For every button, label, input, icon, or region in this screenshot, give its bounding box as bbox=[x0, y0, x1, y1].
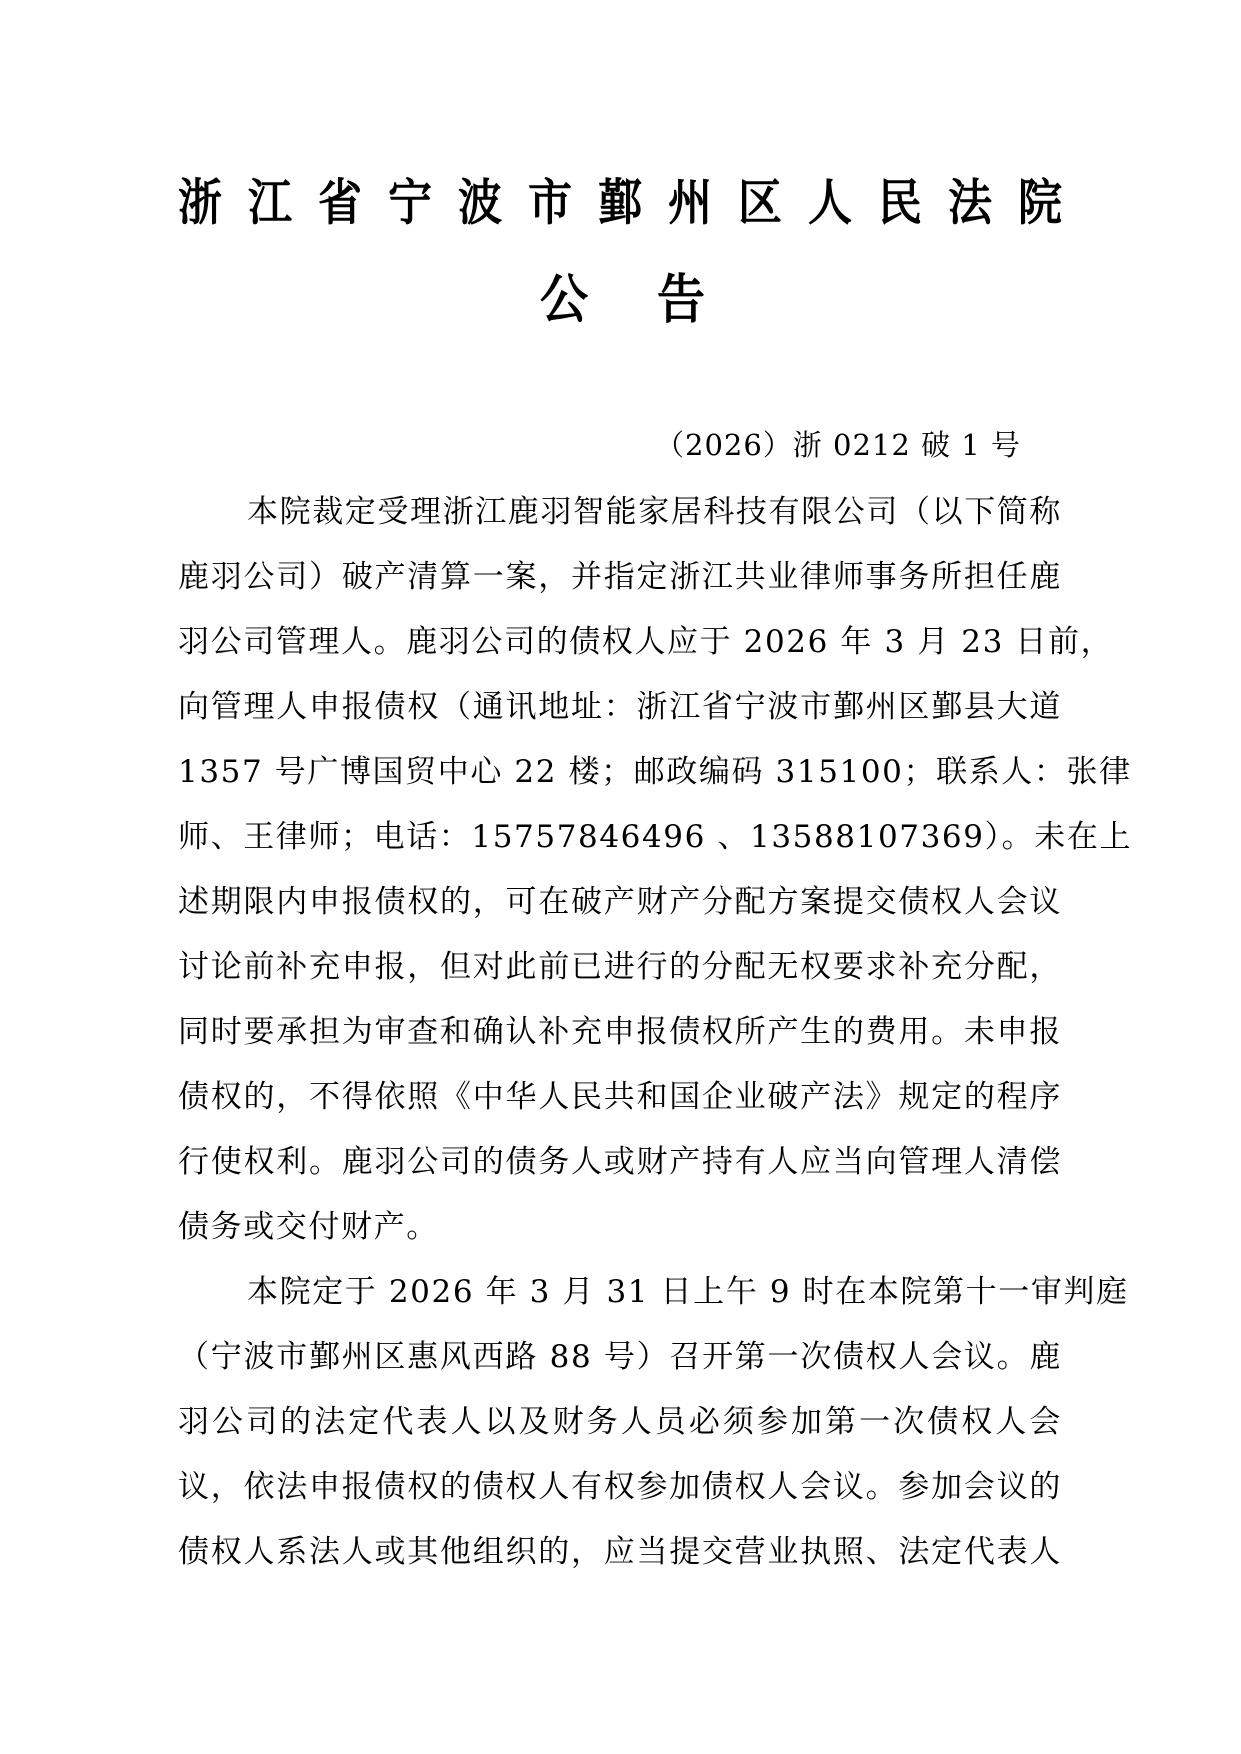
text-line: 债权的，不得依照《中华人民共和国企业破产法》规定的程序 bbox=[178, 1079, 1062, 1115]
notice-title-char: 告 bbox=[656, 269, 705, 331]
notice-title-char: 公 bbox=[540, 269, 589, 331]
text-line: 行使权利。鹿羽公司的债务人或财产持有人应当向管理人清偿 bbox=[178, 1144, 1062, 1180]
court-name-char: 浙 bbox=[178, 174, 222, 232]
text-line: 本院裁定受理浙江鹿羽智能家居科技有限公司（以下简称 bbox=[247, 494, 1062, 530]
text-line: （宁波市鄞州区惠风西路 88 号）召开第一次债权人会议。鹿 bbox=[178, 1339, 1062, 1375]
text-line: 述期限内申报债权的，可在破产财产分配方案提交债权人会议 bbox=[178, 884, 1062, 920]
text-line: 债权人系法人或其他组织的，应当提交营业执照、法定代表人 bbox=[178, 1534, 1062, 1570]
court-name-char: 民 bbox=[878, 174, 922, 232]
text-line: 1357 号广博国贸中心 22 楼；邮政编码 315100；联系人：张律 bbox=[178, 754, 1132, 790]
court-name-char: 法 bbox=[948, 174, 992, 232]
court-name-char: 区 bbox=[738, 174, 782, 232]
text-line: 议，依法申报债权的债权人有权参加债权人会议。参加会议的 bbox=[178, 1469, 1062, 1505]
court-name-char: 州 bbox=[668, 174, 712, 232]
notice-body bbox=[178, 480, 1133, 1585]
text-line: 鹿羽公司）破产清算一案，并指定浙江共业律师事务所担任鹿 bbox=[178, 559, 1062, 595]
notice-title bbox=[540, 270, 705, 330]
court-name-char: 宁 bbox=[388, 174, 432, 232]
court-name-heading bbox=[178, 176, 1062, 232]
case-number: （2026）浙 0212 破 1 号 bbox=[655, 428, 1021, 462]
court-name-char: 市 bbox=[528, 174, 572, 232]
text-line: 本院定于 2026 年 3 月 31 日上午 9 时在本院第十一审判庭 bbox=[247, 1274, 1129, 1310]
court-name-char: 江 bbox=[248, 174, 292, 232]
text-line: 债务或交付财产。 bbox=[178, 1209, 439, 1245]
text-line: 羽公司的法定代表人以及财务人员必须参加第一次债权人会 bbox=[178, 1404, 1062, 1440]
court-name-char: 人 bbox=[808, 174, 852, 232]
paragraph-creditor-claims bbox=[178, 480, 1133, 1260]
paragraph-creditors-meeting bbox=[178, 1260, 1129, 1585]
text-line: 讨论前补充申报，但对此前已进行的分配无权要求补充分配， bbox=[178, 949, 1062, 985]
court-name-char: 鄞 bbox=[598, 174, 642, 232]
text-line: 羽公司管理人。鹿羽公司的债权人应于 2026 年 3 月 23 日前， bbox=[178, 624, 1114, 660]
court-name-char: 波 bbox=[458, 174, 502, 232]
court-name-char: 省 bbox=[318, 174, 362, 232]
text-line: 同时要承担为审查和确认补充申报债权所产生的费用。未申报 bbox=[178, 1014, 1062, 1050]
text-line: 向管理人申报债权（通讯地址：浙江省宁波市鄞州区鄞县大道 bbox=[178, 689, 1062, 725]
text-line: 师、王律师；电话：15757846496 、13588107369）。未在上 bbox=[178, 819, 1133, 855]
court-name-char: 院 bbox=[1018, 174, 1062, 232]
